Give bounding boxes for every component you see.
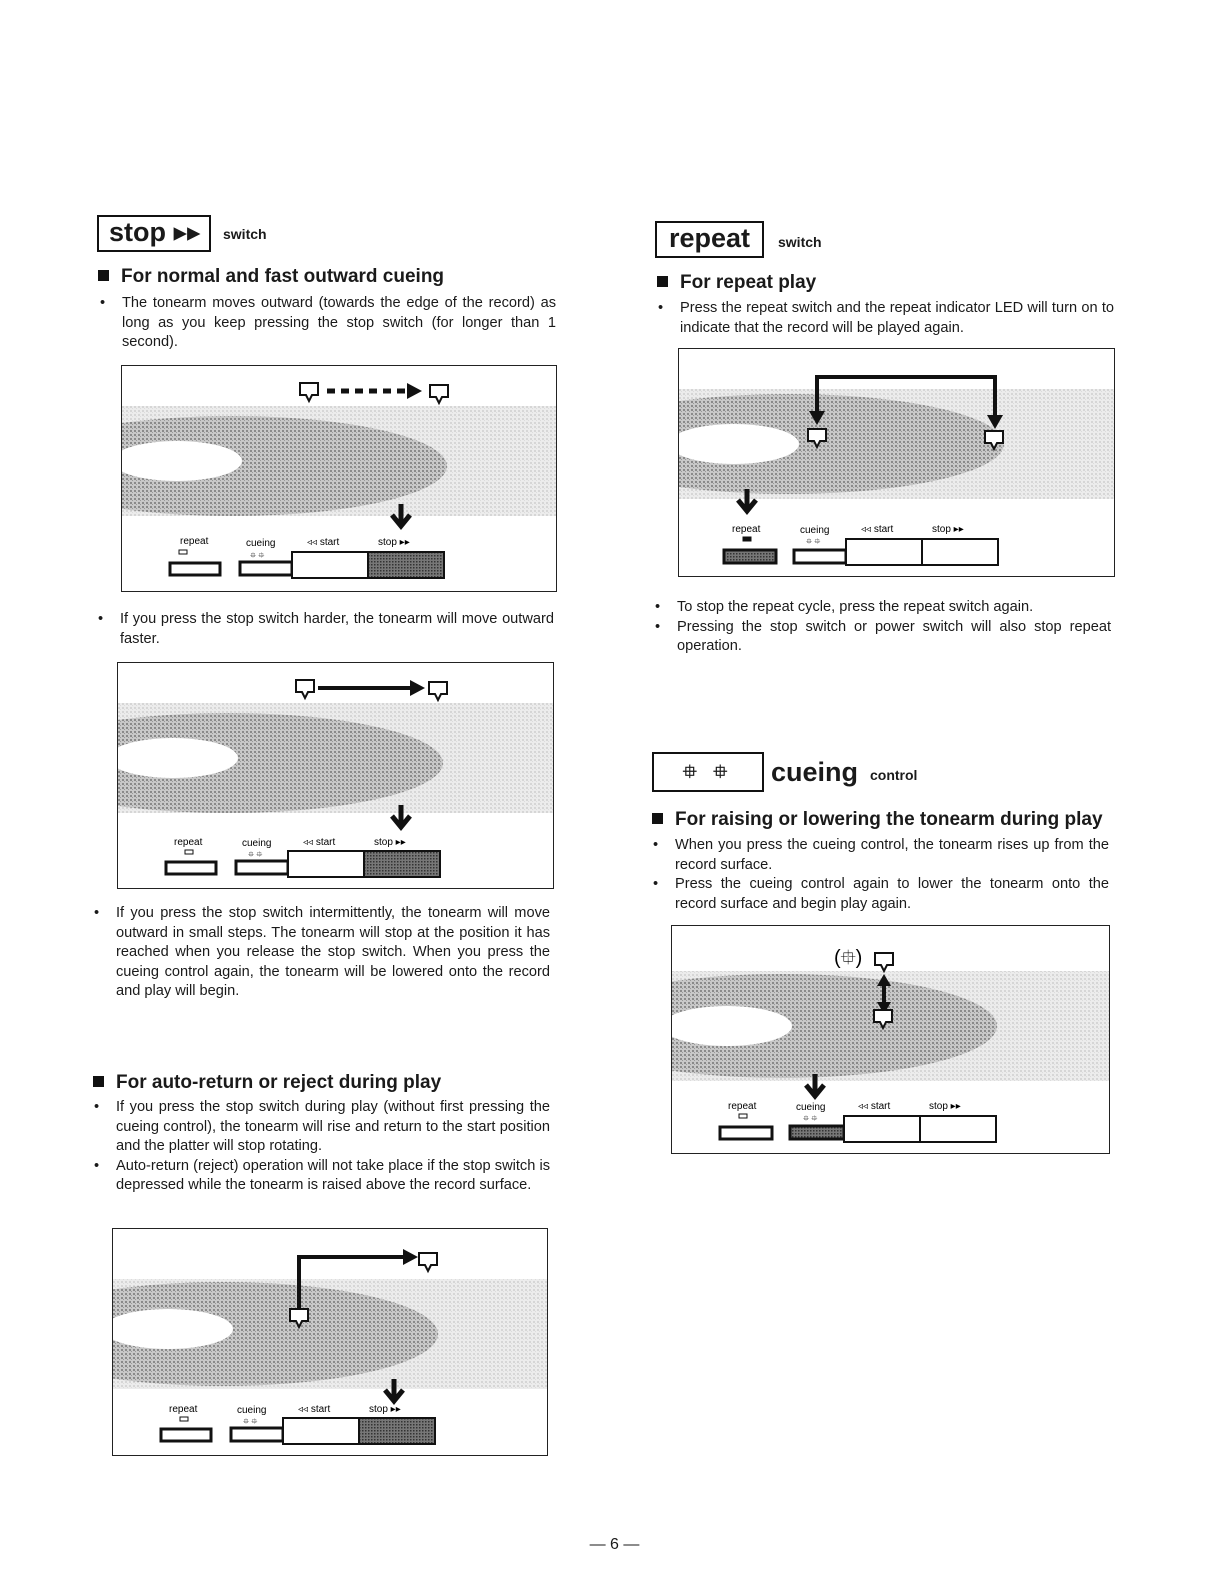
panel-cue-marks: ⯐ ⯐ [806,537,821,546]
stop-switch-label: stop ▸▸ [97,215,211,252]
panel-stop-label: stop ▸▸ [378,537,410,548]
bullet-text: • Press the repeat switch and the repeat indicator LED will turn on to indicate that the record will be played again. [656,299,1114,338]
stylus-icon [875,953,893,971]
cueing-button-pressed [790,1126,844,1139]
cueing-button [794,550,846,563]
panel-start-label: ◃◃ start [858,1101,891,1112]
stylus-icon [430,385,448,403]
start-button [292,552,368,578]
panel-repeat-label: repeat [169,1404,198,1415]
figure-cueing [671,925,1110,1154]
repeat-button [170,563,220,575]
panel-cueing-label: cueing [242,838,272,849]
repeat-bullets-2 [653,598,1111,657]
panel-start-label: ◃◃ start [307,537,340,548]
stylus-icon [419,1253,437,1271]
bullet-text: • Press the cueing control again to lower the tonearm onto the record surface and begin play again. [651,875,1109,914]
panel-start-label: ◃◃ start [303,837,336,848]
stylus-icon [429,682,447,700]
cue-symbol: (⯐) [834,947,863,969]
start-button [846,539,922,565]
start-button [288,851,364,877]
cueing-label-text: cueing [771,757,859,787]
repeat-switch-label: repeat [655,221,764,258]
start-button [283,1418,359,1444]
panel-cue-marks: ⯐ ⯐ [248,850,263,859]
cueing-button [236,861,288,874]
repeat-button [166,862,216,874]
figure-repeat [678,348,1115,577]
stop-bullets-3 [92,904,550,1002]
panel-cueing-label: cueing [246,538,276,549]
panel-repeat-label: repeat [180,536,209,547]
heading-auto-return: For auto-return or reject during play [93,1072,441,1094]
heading-repeat-play: For repeat play [657,272,816,294]
panel-repeat-label: repeat [174,837,203,848]
bullet-text: • When you press the cueing control, the tonearm rises up from the record surface. [651,836,1109,875]
bullet-text: • Auto-return (reject) operation will not take place if the stop switch is depressed while the tonearm is raised above the record surface. [92,1157,550,1196]
stop-button [920,1116,996,1142]
stop-bullets-2 [96,610,554,649]
bullet-text: • If you press the stop switch harder, the tonearm will move outward faster. [96,610,554,649]
stop-bullets-1 [98,294,556,353]
start-button [844,1116,920,1142]
stop-bullets-4 [92,1098,550,1196]
figure-fast-cueing [117,662,554,889]
repeat-button-pressed [724,550,776,563]
stop-button-pressed [359,1418,435,1444]
heading-raising-lowering: For raising or lowering the tonearm during play [652,809,1103,831]
cueing-control-suffix: control [870,767,918,783]
stylus-icon [300,383,318,401]
page-number: — 6 — [589,1536,640,1553]
repeat-button [161,1429,211,1441]
stop-button [922,539,998,565]
bullet-text: • If you press the stop switch during play (without first pressing the cueing control), the tonearm will rise and return to the start position and the platter will stop rotating. [92,1098,550,1157]
panel-cueing-label: cueing [237,1405,267,1416]
panel-repeat-label: repeat [732,524,761,535]
panel-cue-marks: ⯐ ⯐ [803,1114,818,1123]
cueing-button [240,562,292,575]
panel-cue-marks: ⯐ ⯐ [243,1417,258,1426]
figure-normal-cueing [121,365,557,592]
stop-switch-suffix: switch [223,226,267,242]
panel-stop-label: stop ▸▸ [929,1101,961,1112]
panel-cue-marks: ⯐ ⯐ [250,551,265,560]
repeat-bullets-1 [656,299,1114,338]
panel-stop-label: stop ▸▸ [932,524,964,535]
bullet-text: • The tonearm moves outward (towards the edge of the record) as long as you keep pressing the stop switch (for longer than 1 second). [98,294,556,353]
stylus-icon [296,680,314,698]
panel-start-label: ◃◃ start [861,524,894,535]
bullet-text: • If you press the stop switch intermittently, the tonearm will move outward in small steps. The tonearm will stop at the position it has reached when you release the stop switch. When you press the cueing control again, the tonearm will be lowered onto the record and play will begin. [92,904,550,1002]
figure-auto-return [112,1228,548,1456]
panel-start-label: ◃◃ start [298,1404,331,1415]
repeat-button [720,1127,772,1139]
panel-cueing-label: cueing [800,525,830,536]
cueing-button [231,1428,283,1441]
cueing-control-label: ⯐ ⯐ [652,752,764,792]
panel-repeat-label: repeat [728,1101,757,1112]
panel-stop-label: stop ▸▸ [374,837,406,848]
stop-button-pressed [368,552,444,578]
cueing-bullets [651,836,1109,914]
heading-normal-fast-cueing: For normal and fast outward cueing [98,266,444,288]
bullet-text: • To stop the repeat cycle, press the repeat switch again. [653,598,1111,618]
panel-stop-label: stop ▸▸ [369,1404,401,1415]
stop-button-pressed [364,851,440,877]
repeat-switch-suffix: switch [778,234,822,250]
bullet-text: • Pressing the stop switch or power switch will also stop repeat operation. [653,618,1111,657]
panel-cueing-label: cueing [796,1102,826,1113]
